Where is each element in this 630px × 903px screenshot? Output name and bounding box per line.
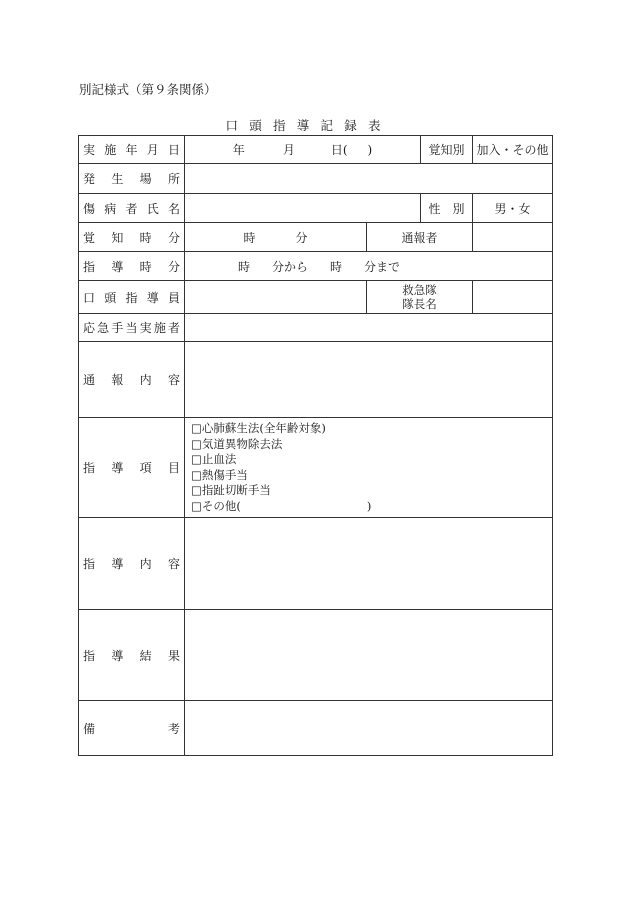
label-report-content: 通報内容 xyxy=(79,342,185,418)
row-first-aid xyxy=(79,314,553,342)
field-patient-name[interactable] xyxy=(185,194,421,223)
field-first-aid-provider[interactable] xyxy=(185,314,553,342)
form-title: 口頭指導記録表 xyxy=(225,118,392,133)
row-patient xyxy=(79,194,553,223)
guidance-from: 分から xyxy=(272,259,309,274)
guidance-start-hour: 時 xyxy=(238,259,251,274)
row-guidance-items xyxy=(79,418,553,518)
row-guidance-content xyxy=(79,518,553,610)
label-reporter: 通報者 xyxy=(367,223,473,252)
field-ambulance-captain[interactable] xyxy=(473,281,553,314)
field-reporter[interactable] xyxy=(473,223,553,252)
label-first-aid-provider: 応急手当実施者 xyxy=(79,314,185,342)
field-remarks[interactable] xyxy=(185,701,553,756)
label-date: 実施年月日 xyxy=(79,136,185,164)
field-instructor[interactable] xyxy=(185,281,367,314)
date-weekday-close: ) xyxy=(367,143,373,157)
captain-line-1: 救急隊 xyxy=(402,283,437,297)
guidance-end-hour: 時 xyxy=(330,259,343,274)
row-notice-time xyxy=(79,223,553,252)
label-notice-time: 覚知時分 xyxy=(79,223,185,252)
field-sex[interactable]: 男・女 xyxy=(473,194,553,223)
check-item-amputation[interactable]: □指趾切断手当 xyxy=(191,483,271,497)
field-date[interactable] xyxy=(185,136,421,164)
field-notice-time[interactable] xyxy=(185,223,367,252)
guidance-until: 分まで xyxy=(364,259,401,274)
label-guidance-result: 指導結果 xyxy=(79,610,185,701)
row-remarks xyxy=(79,701,553,756)
field-report-content[interactable] xyxy=(185,342,553,418)
row-instructor xyxy=(79,281,553,314)
label-location: 発生場所 xyxy=(79,164,185,194)
field-guidance-time[interactable] xyxy=(185,252,553,281)
label-sex: 性 別 xyxy=(421,194,473,223)
field-guidance-result[interactable] xyxy=(185,610,553,701)
label-ambulance-captain xyxy=(367,281,473,314)
field-guidance-items[interactable] xyxy=(185,418,553,518)
row-guidance-time xyxy=(79,252,553,281)
check-item-other[interactable] xyxy=(191,499,546,515)
other-close: ) xyxy=(366,498,372,513)
field-notice-type[interactable]: 加入・その他 xyxy=(473,136,553,164)
date-month: 月 xyxy=(282,143,295,157)
captain-line-2: 隊長名 xyxy=(402,297,437,311)
label-guidance-items: 指導項目 xyxy=(79,418,185,518)
check-item-hemostasis[interactable]: □止血法 xyxy=(191,452,237,466)
row-guidance-result xyxy=(79,610,553,701)
field-location[interactable] xyxy=(185,164,553,194)
notice-minute: 分 xyxy=(295,230,308,245)
record-form-table xyxy=(78,135,553,756)
label-guidance-content: 指導内容 xyxy=(79,518,185,610)
check-item-cpr[interactable]: □心肺蘇生法(全年齢対象) xyxy=(191,421,326,435)
field-guidance-content[interactable] xyxy=(185,518,553,610)
check-item-airway[interactable]: □気道異物除去法 xyxy=(191,436,283,451)
label-remarks: 備考 xyxy=(79,701,185,756)
date-day: 日( xyxy=(330,143,348,157)
row-report-content xyxy=(79,342,553,418)
label-notice-type: 覚知別 xyxy=(421,136,473,164)
check-item-burn[interactable]: □熱傷手当 xyxy=(191,467,248,482)
other-open: □その他( xyxy=(191,498,241,513)
label-instructor: 口頭指導員 xyxy=(79,281,185,314)
notice-hour: 時 xyxy=(243,230,256,245)
label-patient-name: 傷病者氏名 xyxy=(79,194,185,223)
row-date xyxy=(79,136,553,164)
date-year: 年 xyxy=(232,143,245,157)
row-location xyxy=(79,164,553,194)
form-header-note: 別記様式（第９条関係） xyxy=(79,82,217,97)
label-guidance-time: 指導時分 xyxy=(79,252,185,281)
